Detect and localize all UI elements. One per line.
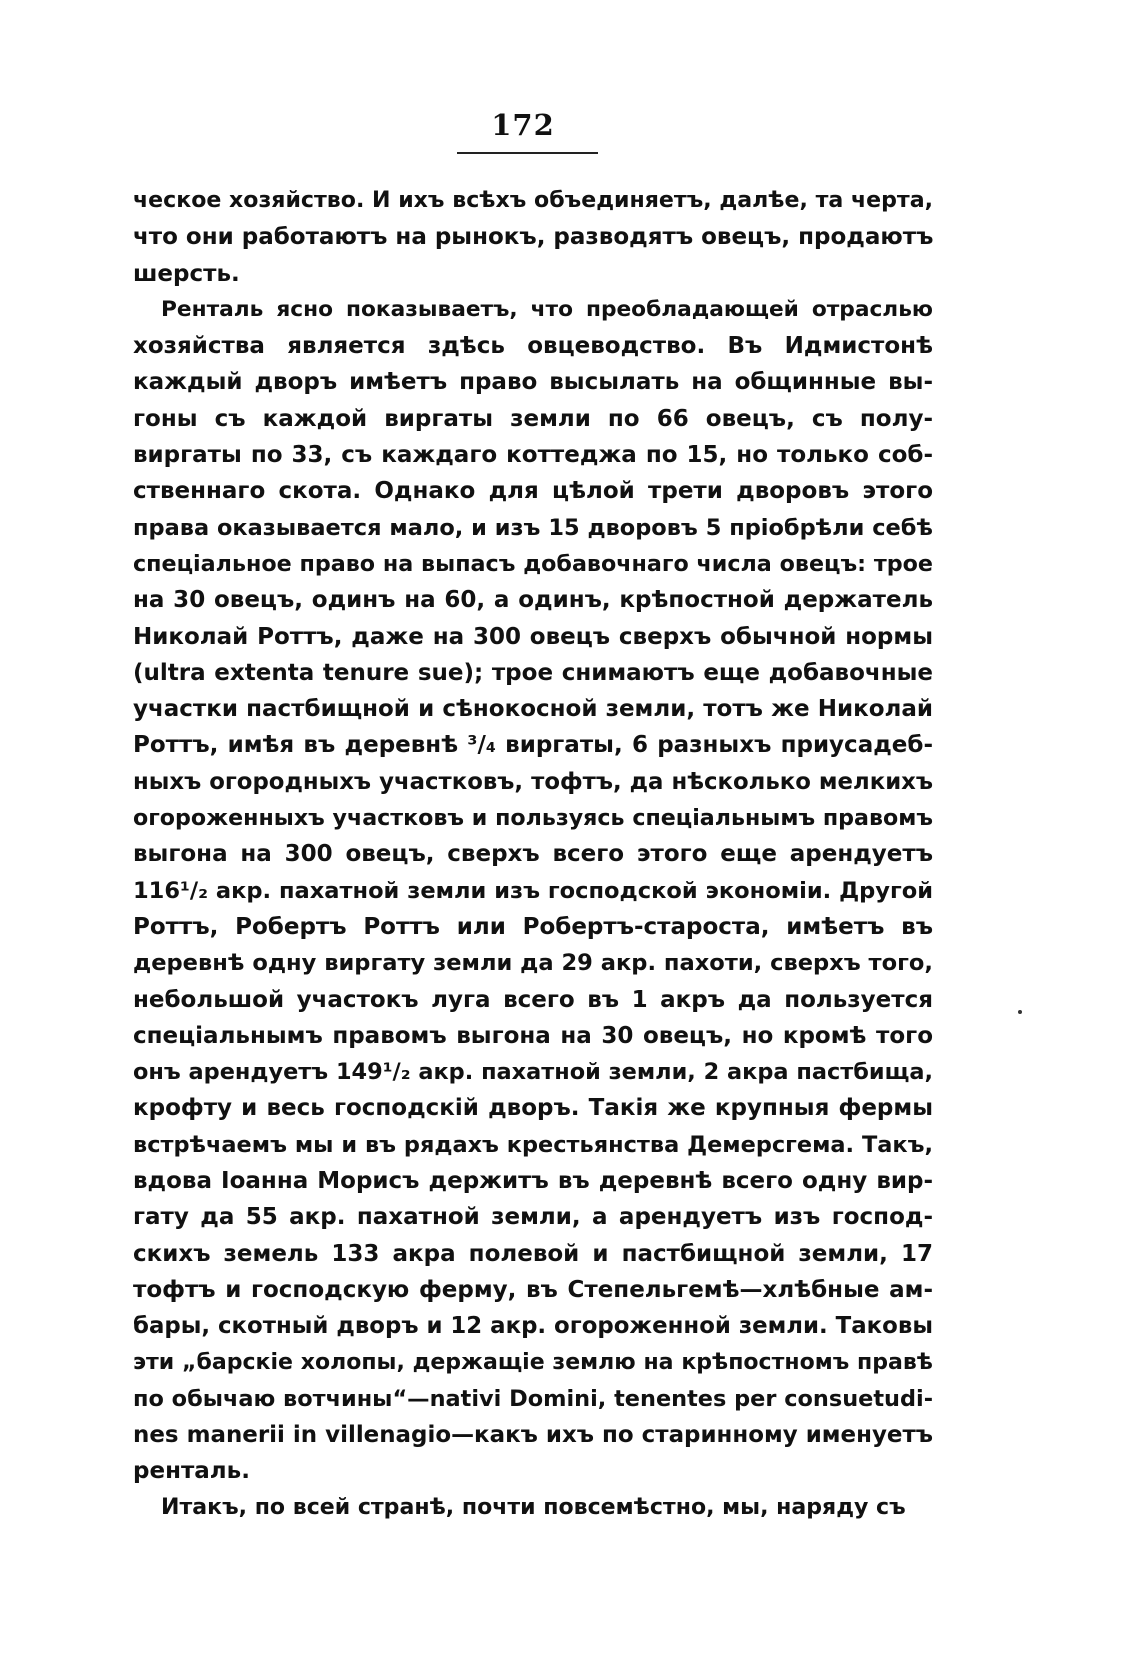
text-line: Николай Роттъ, даже на 300 овецъ сверхъ обычной нормы <box>133 623 933 650</box>
paragraph <box>133 183 933 292</box>
text-line: права оказывается мало, и изъ 15 дворовъ 5 пріобрѣли себѣ <box>133 514 933 541</box>
text-line: на 30 овецъ, одинъ на 60, а одинъ, крѣпостной держатель <box>133 587 933 614</box>
text-line: шерсть. <box>133 260 240 287</box>
text-line: деревнѣ одну виргату земли да 29 акр. пахоти, сверхъ того, <box>133 950 933 977</box>
text-line: крофту и весь господскій дворъ. Такія же крупныя фермы <box>133 1095 933 1122</box>
text-line: Ренталь ясно показываетъ, что преобладающей отраслью <box>161 296 933 322</box>
paragraph <box>133 292 933 1490</box>
text-line: ческое хозяйство. И ихъ всѣхъ объединяетъ, далѣе, та черта, <box>133 188 933 213</box>
text-line: Итакъ, по всей странѣ, почти повсемѣстно, мы, наряду съ <box>161 1494 906 1520</box>
text-line: вдова Іоанна Морисъ держитъ въ деревнѣ всего одну вир- <box>133 1168 933 1195</box>
text-line: бары, скотный дворъ и 12 акр. огороженной земли. Таковы <box>133 1313 933 1340</box>
text-line: скихъ земель 133 акра полевой и пастбищной земли, 17 <box>133 1240 933 1267</box>
body-text <box>133 183 933 1526</box>
text-line: хозяйства является здѣсь овцеводство. Въ Идмистонѣ <box>133 333 933 360</box>
text-line: nes manerii in villenagio—какъ ихъ по старинному именуетъ <box>133 1422 933 1449</box>
page-number: 172 <box>491 108 555 142</box>
text-line: Роттъ, Робертъ Роттъ или Робертъ-староста, имѣетъ въ <box>133 913 933 940</box>
text-line: гату да 55 акр. пахатной земли, а арендуетъ изъ господ- <box>133 1204 933 1231</box>
text-line: встрѣчаемъ мы и въ рядахъ крестьянства Демерсгема. Такъ, <box>133 1131 933 1158</box>
text-line: ственнаго скота. Однако для цѣлой трети дворовъ этого <box>133 478 933 505</box>
text-line: (ultra extenta tenure sue); трое снимаютъ еще добавочные <box>133 659 933 686</box>
text-line: по обычаю вотчины“—nativi Domini, tenentes per consuetudi- <box>133 1385 934 1412</box>
text-line: гоны съ каждой виргаты земли по 66 овецъ, съ полу- <box>133 405 933 432</box>
text-line: спеціальнымъ правомъ выгона на 30 овецъ, но кромѣ того <box>133 1022 933 1049</box>
text-line: участки пастбищной и сѣнокосной земли, тотъ же Николай <box>133 696 933 723</box>
text-line: ренталь. <box>133 1458 250 1485</box>
text-line: спеціальное право на выпасъ добавочнаго числа овецъ: трое <box>133 550 933 577</box>
scan-speck <box>1018 1010 1022 1014</box>
text-line: что они работаютъ на рынокъ, разводятъ овецъ, продаютъ <box>133 224 934 251</box>
text-line: каждый дворъ имѣетъ право высылать на общинные вы- <box>133 369 933 396</box>
text-line: тофтъ и господскую ферму, въ Степельгемѣ—хлѣбные ам- <box>133 1276 933 1303</box>
paragraph <box>133 1490 933 1526</box>
text-line: огороженныхъ участковъ и пользуясь спеціальнымъ правомъ <box>133 805 933 832</box>
text-line: выгона на 300 овецъ, сверхъ всего этого еще арендуетъ <box>133 841 933 868</box>
text-line: виргаты по 33, съ каждаго коттеджа по 15, но только соб- <box>133 442 933 469</box>
page-number-rule <box>457 152 598 154</box>
text-line: эти „барскіе холопы, держащіе землю на крѣпостномъ правѣ <box>133 1349 933 1375</box>
text-line: Роттъ, имѣя въ деревнѣ ³/₄ виргаты, 6 разныхъ приусадеб- <box>133 732 933 759</box>
text-line: небольшой участокъ луга всего въ 1 акръ да пользуется <box>133 986 933 1013</box>
text-line: ныхъ огородныхъ участковъ, тофтъ, да нѣсколько мелкихъ <box>133 768 933 795</box>
text-line: онъ арендуетъ 149¹/₂ акр. пахатной земли, 2 акра пастбища, <box>133 1059 933 1086</box>
text-line: 116¹/₂ акр. пахатной земли изъ господской экономіи. Другой <box>133 877 933 904</box>
